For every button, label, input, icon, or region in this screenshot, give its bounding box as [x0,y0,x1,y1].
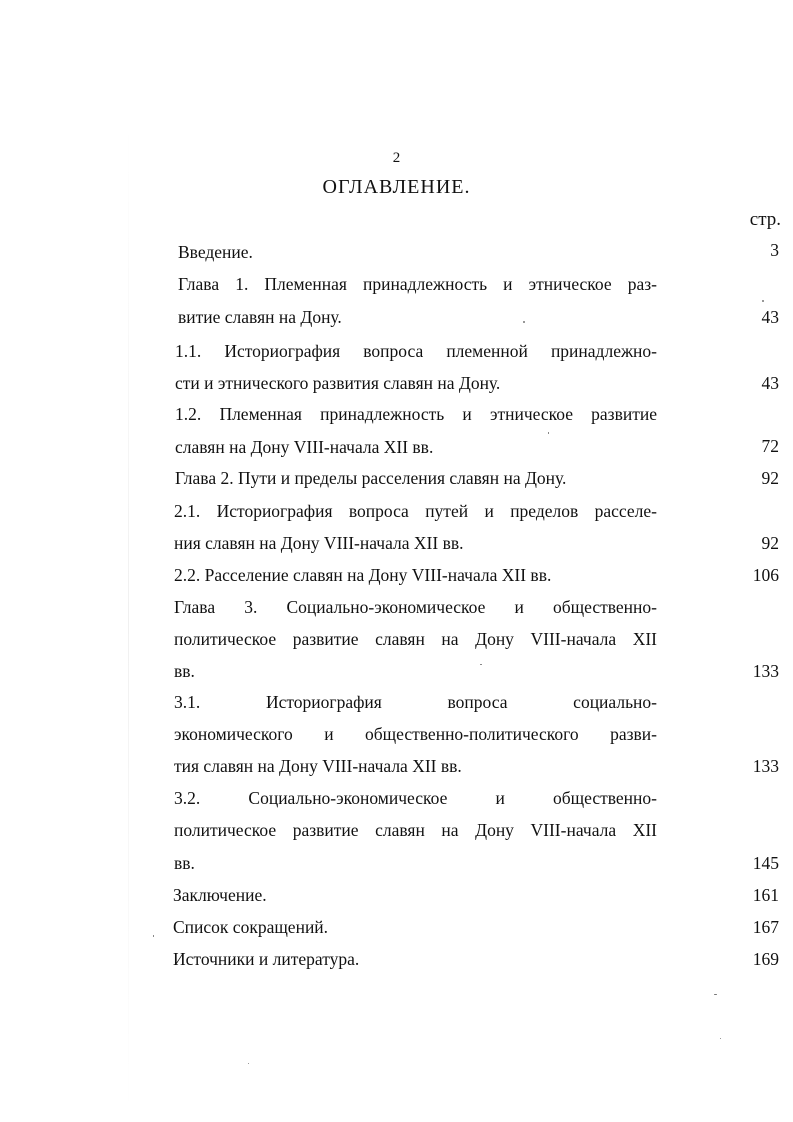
toc-line: Заключение. [173,885,267,905]
toc-page-number: 145 [752,853,779,873]
toc-line: тия славян на Дону VIII-начала XII вв. [174,756,462,776]
toc-line: 2.1. Историография вопроса путей и пределов расселе- [174,501,657,521]
toc-page-number: 3 [770,240,779,260]
scan-speck [548,432,549,434]
toc-page-number: 167 [752,917,779,937]
toc-page-number: 169 [752,949,779,969]
toc-line: славян на Дону VIII-начала XII вв. [175,437,434,457]
toc-page-number: 72 [761,436,779,456]
scan-speck [153,935,154,937]
toc-line: Глава 1. Племенная принадлежность и этническое раз- [178,274,657,294]
toc-page-number: 133 [752,661,779,681]
pages-column-header: стр. [749,209,781,230]
toc-line: сти и этнического развития славян на Дону. [175,373,501,393]
scan-speck [523,321,525,323]
scan-edge [128,118,129,1118]
page-number: 2 [392,150,401,166]
toc-line: политическое развитие славян на Дону VIII-начала XII [174,629,657,649]
scan-speck [480,664,482,665]
toc-line: 1.1. Историография вопроса племенной принадлежно- [175,341,657,361]
toc-line: экономического и общественно-политического разви- [174,724,657,744]
toc-page-number: 133 [752,756,779,776]
toc-line: 3.1. Историография вопроса социально- [174,692,657,712]
toc-line: политическое развитие славян на Дону VIII-начала XII [174,820,657,840]
toc-line: вв. [174,853,195,873]
toc-page-number: 43 [761,373,779,393]
toc-line: Глава 3. Социально-экономическое и общественно- [174,597,657,617]
toc-line: 1.2. Племенная принадлежность и этническое развитие [175,404,657,424]
toc-line: Глава 2. Пути и пределы расселения славян на Дону. [175,468,567,488]
toc-line: витие славян на Дону. [178,307,342,327]
scan-speck [762,300,764,302]
toc-page-number: 43 [761,307,779,327]
toc-line: Введение. [178,242,253,262]
toc-page-number: 106 [752,565,779,585]
toc-line: Источники и литература. [173,949,360,969]
toc-line: 3.2. Социально-экономическое и общественно- [174,788,657,808]
scan-speck [714,994,717,995]
scan-speck [720,1038,721,1039]
toc-page-number: 92 [761,533,779,553]
scan-speck [248,1063,249,1064]
toc-line: ния славян на Дону VIII-начала XII вв. [174,533,464,553]
page-title: ОГЛАВЛЕНИЕ. [322,176,471,198]
toc-line: 2.2. Расселение славян на Дону VIII-начала XII вв. [174,565,552,585]
toc-line: вв. [174,661,195,681]
toc-page-number: 161 [752,885,779,905]
toc-page-number: 92 [761,468,779,488]
toc-line: Список сокращений. [173,917,329,937]
